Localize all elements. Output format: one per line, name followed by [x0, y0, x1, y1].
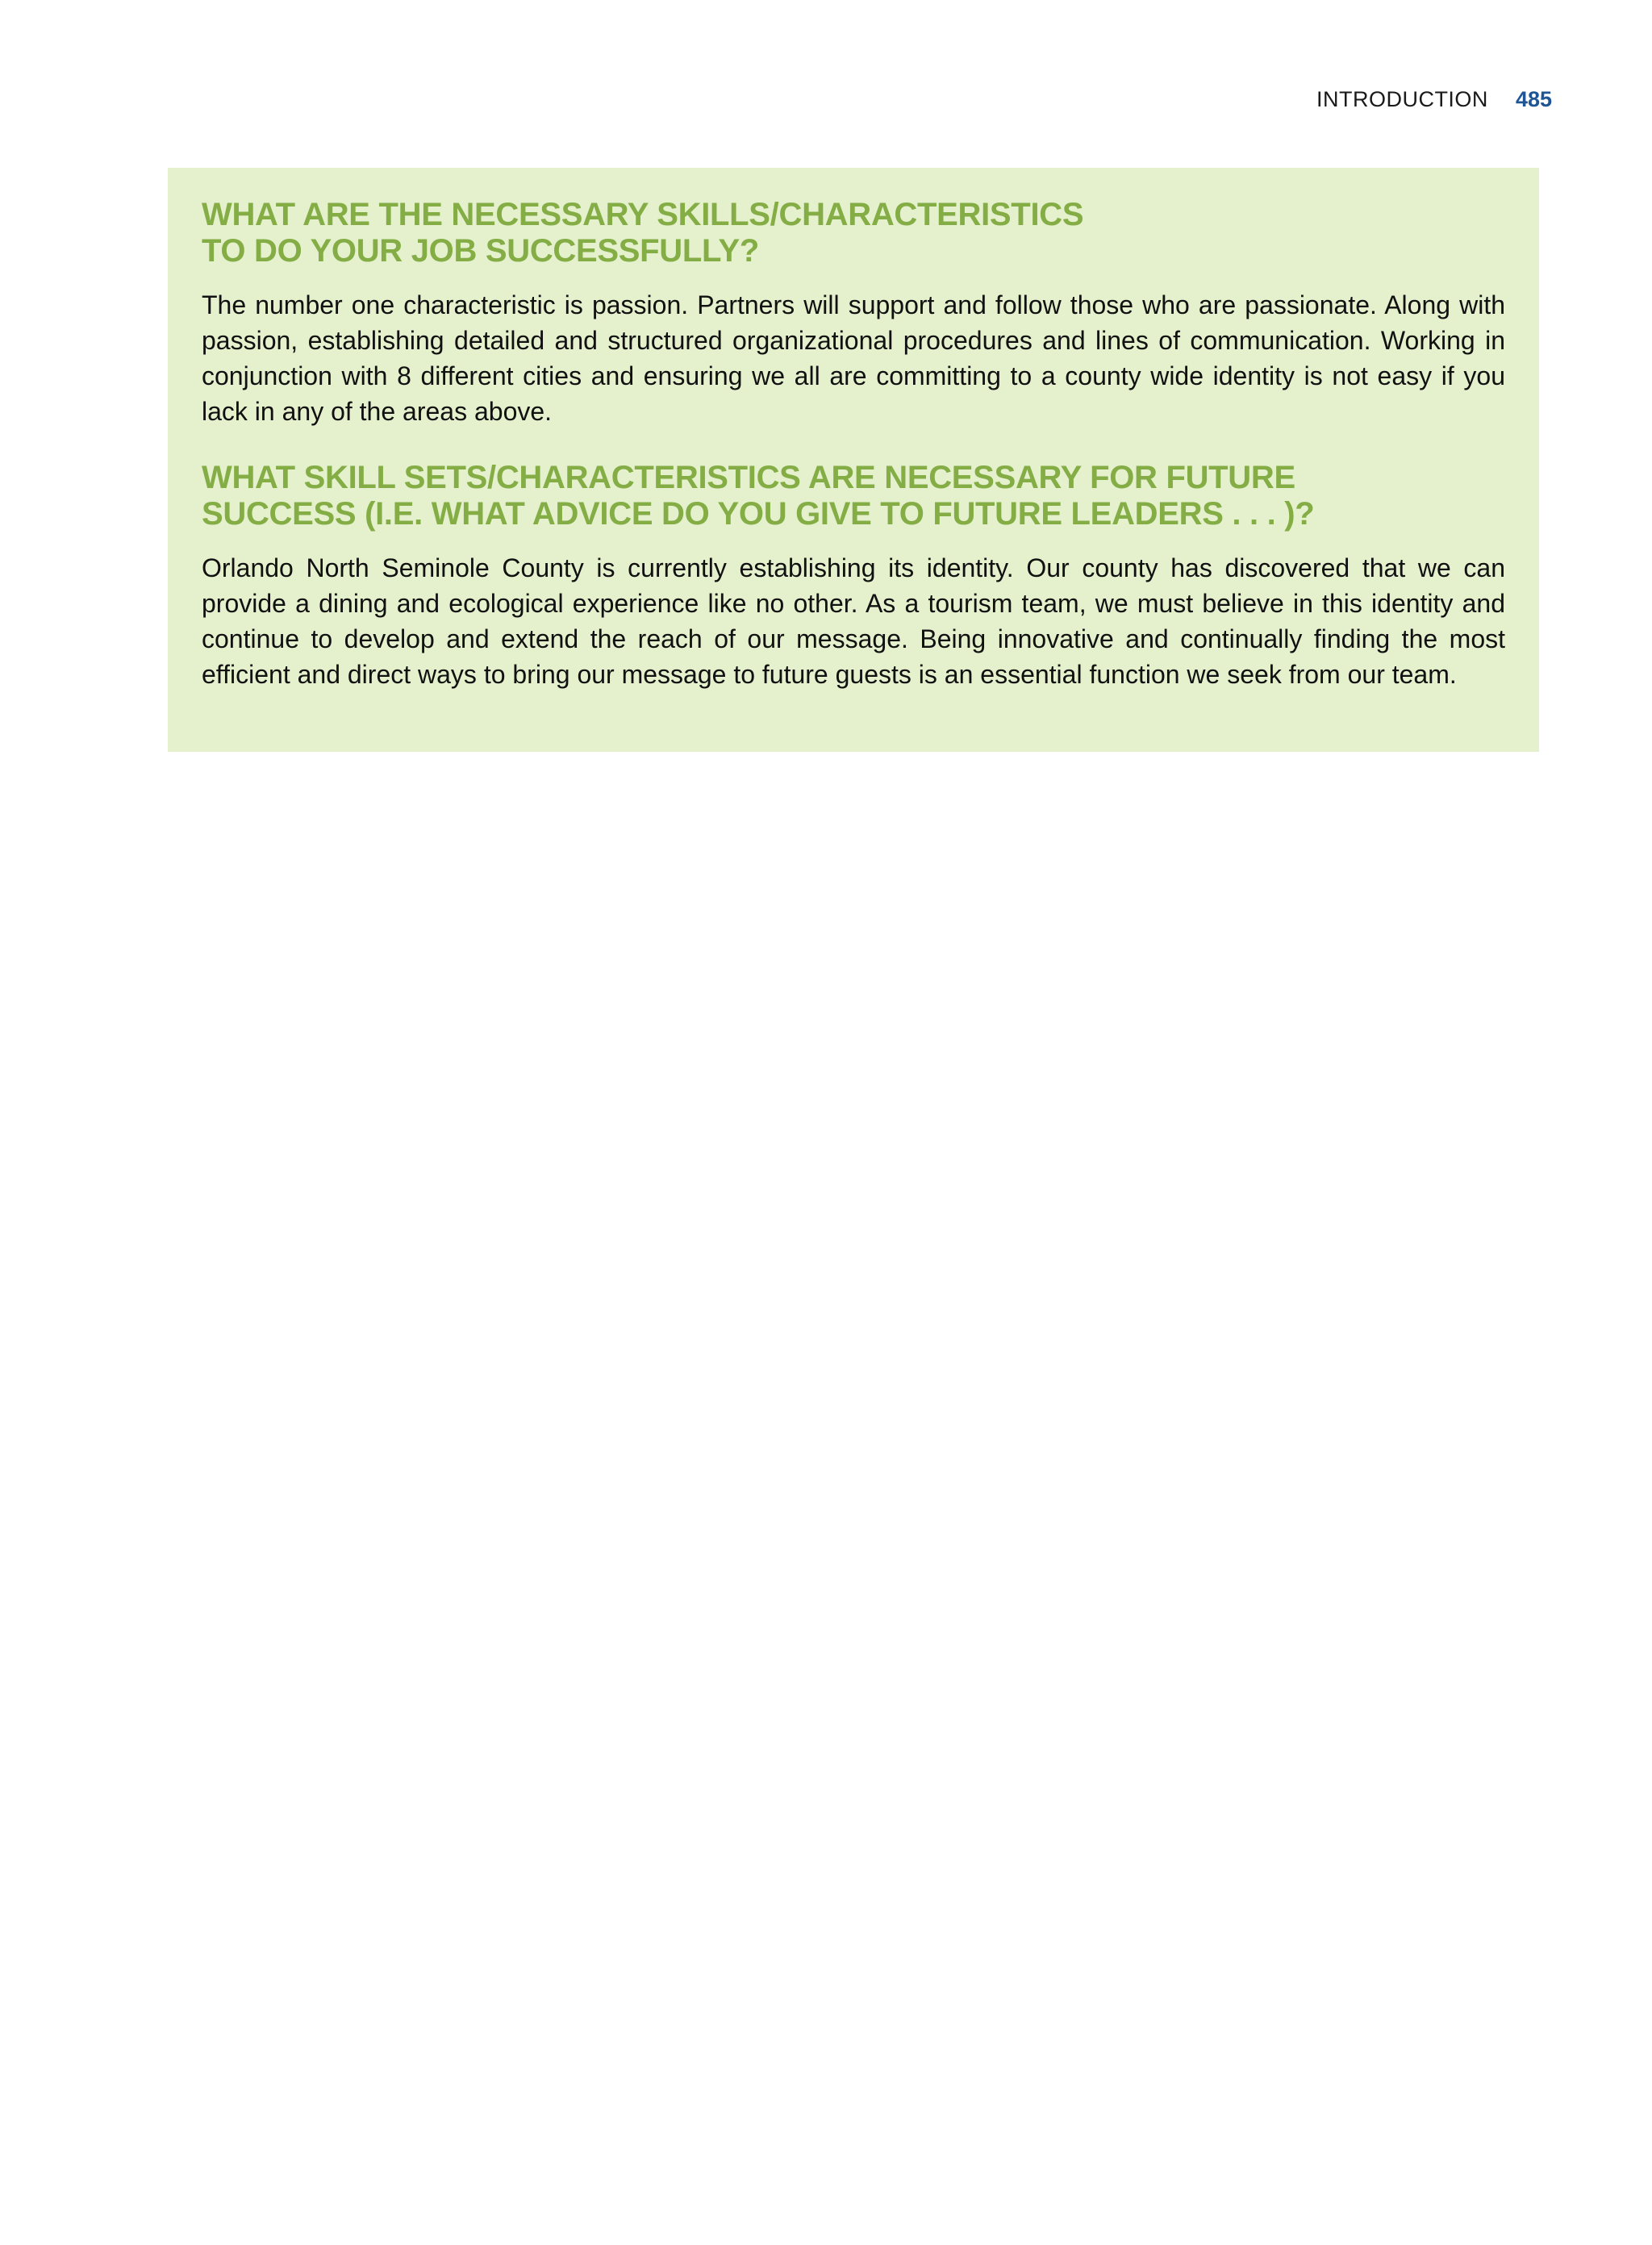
question-line: WHAT ARE THE NECESSARY SKILLS/CHARACTERISTICS — [202, 197, 1084, 232]
page-number: 485 — [1515, 87, 1552, 111]
answer-paragraph: Orlando North Seminole County is currently establishing its identity. Our county has discovered that we can provide a dining and ecological experience like no other. As a tourism team, we must believe in this identity and continue to develop and extend the reach of our message. Being innovative and continually finding the most efficient and direct ways to bring our message to future guests is an essential function we seek from our team. — [202, 553, 1505, 689]
qa-item — [202, 197, 1505, 429]
qa-item — [202, 460, 1505, 692]
answer-paragraph: The number one characteristic is passion. Partners will support and follow those who are passionate. Along with passion, establishing detailed and structured organizational procedures and lines of communication. Working in conjunction with 8 different cities and ensuring we all are committing to a county wide identity is not easy if you lack in any of the areas above. — [202, 290, 1505, 426]
section-label: INTRODUCTION — [1316, 87, 1488, 111]
running-header — [1316, 87, 1552, 112]
question-heading — [202, 460, 1505, 532]
question-heading — [202, 197, 1505, 269]
question-line: TO DO YOUR JOB SUCCESSFULLY? — [202, 233, 759, 269]
question-line: WHAT SKILL SETS/CHARACTERISTICS ARE NECESSARY FOR FUTURE — [202, 460, 1295, 495]
interview-box — [168, 168, 1539, 752]
question-line: SUCCESS (I.E. WHAT ADVICE DO YOU GIVE TO FUTURE LEADERS . . . )? — [202, 496, 1315, 532]
